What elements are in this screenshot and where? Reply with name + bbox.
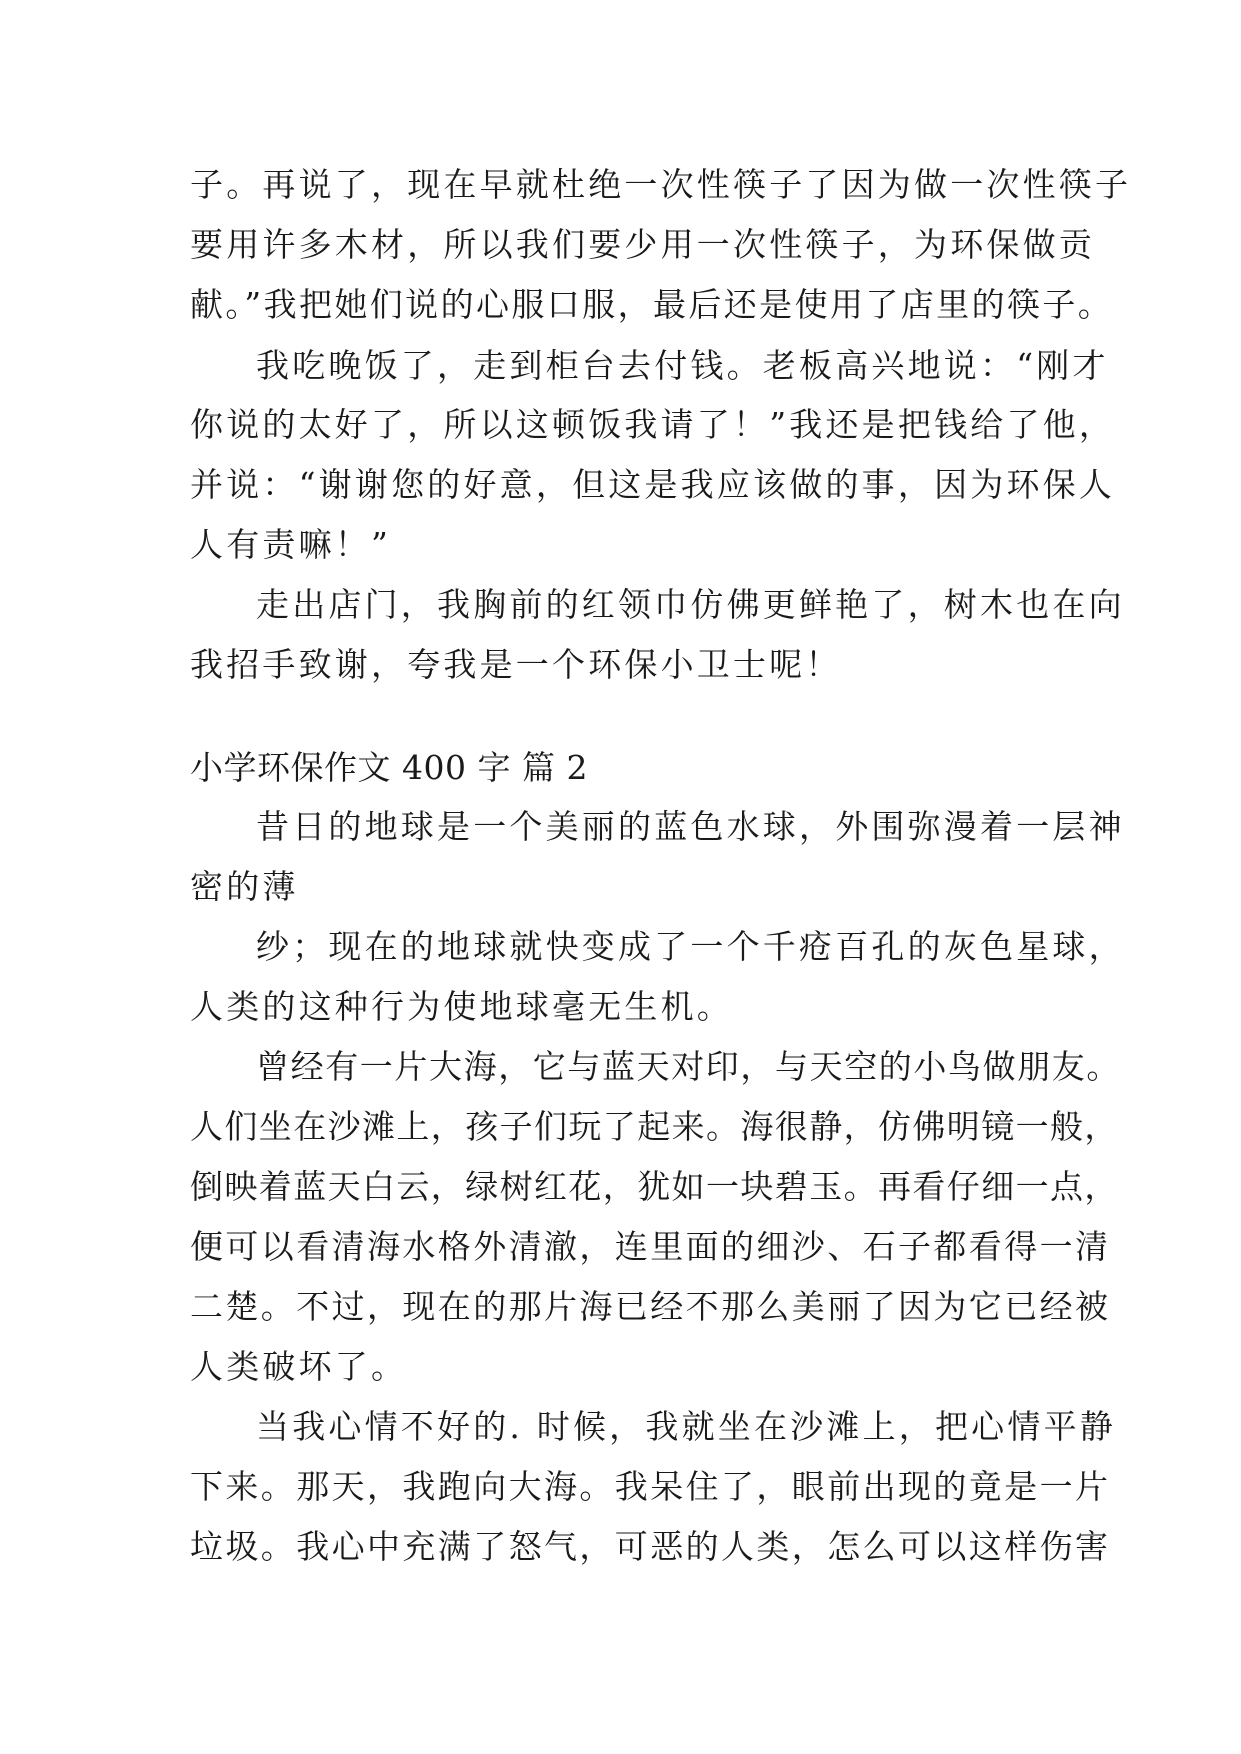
text-line: 人类破坏了。 [190, 1347, 408, 1386]
text-line: 昔日的地球是一个美丽的蓝色水球，外围弥漫着一层神 [256, 807, 1125, 846]
text-line: 我吃晚饭了，走到柜台去付钱。老板高兴地说：“刚才 [256, 346, 1109, 385]
text-line: 密的薄 [190, 867, 299, 906]
text-line: 垃圾。我心中充满了怒气，可恶的人类，怎么可以这样伤害 [190, 1527, 1111, 1566]
text-line: 并说：“谢谢您的好意，但这是我应该做的事，因为环保人 [190, 465, 1116, 504]
text-line: 要用许多木材，所以我们要少用一次性筷子，为环保做贡 [190, 225, 1095, 264]
text-line: 我招手致谢，夸我是一个环保小卫士呢！ [190, 645, 842, 684]
text-line: 你说的太好了，所以这顿饭我请了！”我还是把钱给了他， [190, 405, 1116, 444]
text-line: 纱；现在的地球就快变成了一个千疮百孔的灰色星球， [256, 927, 1125, 966]
text-line: 人们坐在沙滩上，孩子们玩了起来。海很静，仿佛明镜一般， [190, 1107, 1119, 1146]
text-line: 倒映着蓝天白云，绿树红花，犹如一块碧玉。再看仔细一点， [190, 1167, 1119, 1206]
text-line: 献。”我把她们说的心服口服，最后还是使用了店里的筷子。 [190, 285, 1114, 324]
text-line: 二楚。不过，现在的那片海已经不那么美丽了因为它已经被 [190, 1287, 1111, 1326]
text-line: 走出店门，我胸前的红领巾仿佛更鲜艳了，树木也在向 [256, 585, 1125, 624]
section-heading: 小学环保作文 400 字 篇 2 [190, 748, 588, 787]
text-line: 便可以看清海水格外清澈，连里面的细沙、石子都看得一清 [190, 1227, 1111, 1266]
text-line: 下来。那天，我跑向大海。我呆住了，眼前出现的竟是一片 [190, 1467, 1111, 1506]
text-line: 人有责嘛！” [190, 525, 392, 564]
text-line: 当我心情不好的. 时候，我就坐在沙滩上，把心情平静 [256, 1407, 1116, 1446]
text-line: 子。再说了，现在早就杜绝一次性筷子了因为做一次性筷子 [190, 165, 1132, 204]
text-line: 人类的这种行为使地球毫无生机。 [190, 987, 733, 1026]
text-line: 曾经有一片大海，它与蓝天对印，与天空的小鸟做朋友。 [256, 1047, 1121, 1086]
